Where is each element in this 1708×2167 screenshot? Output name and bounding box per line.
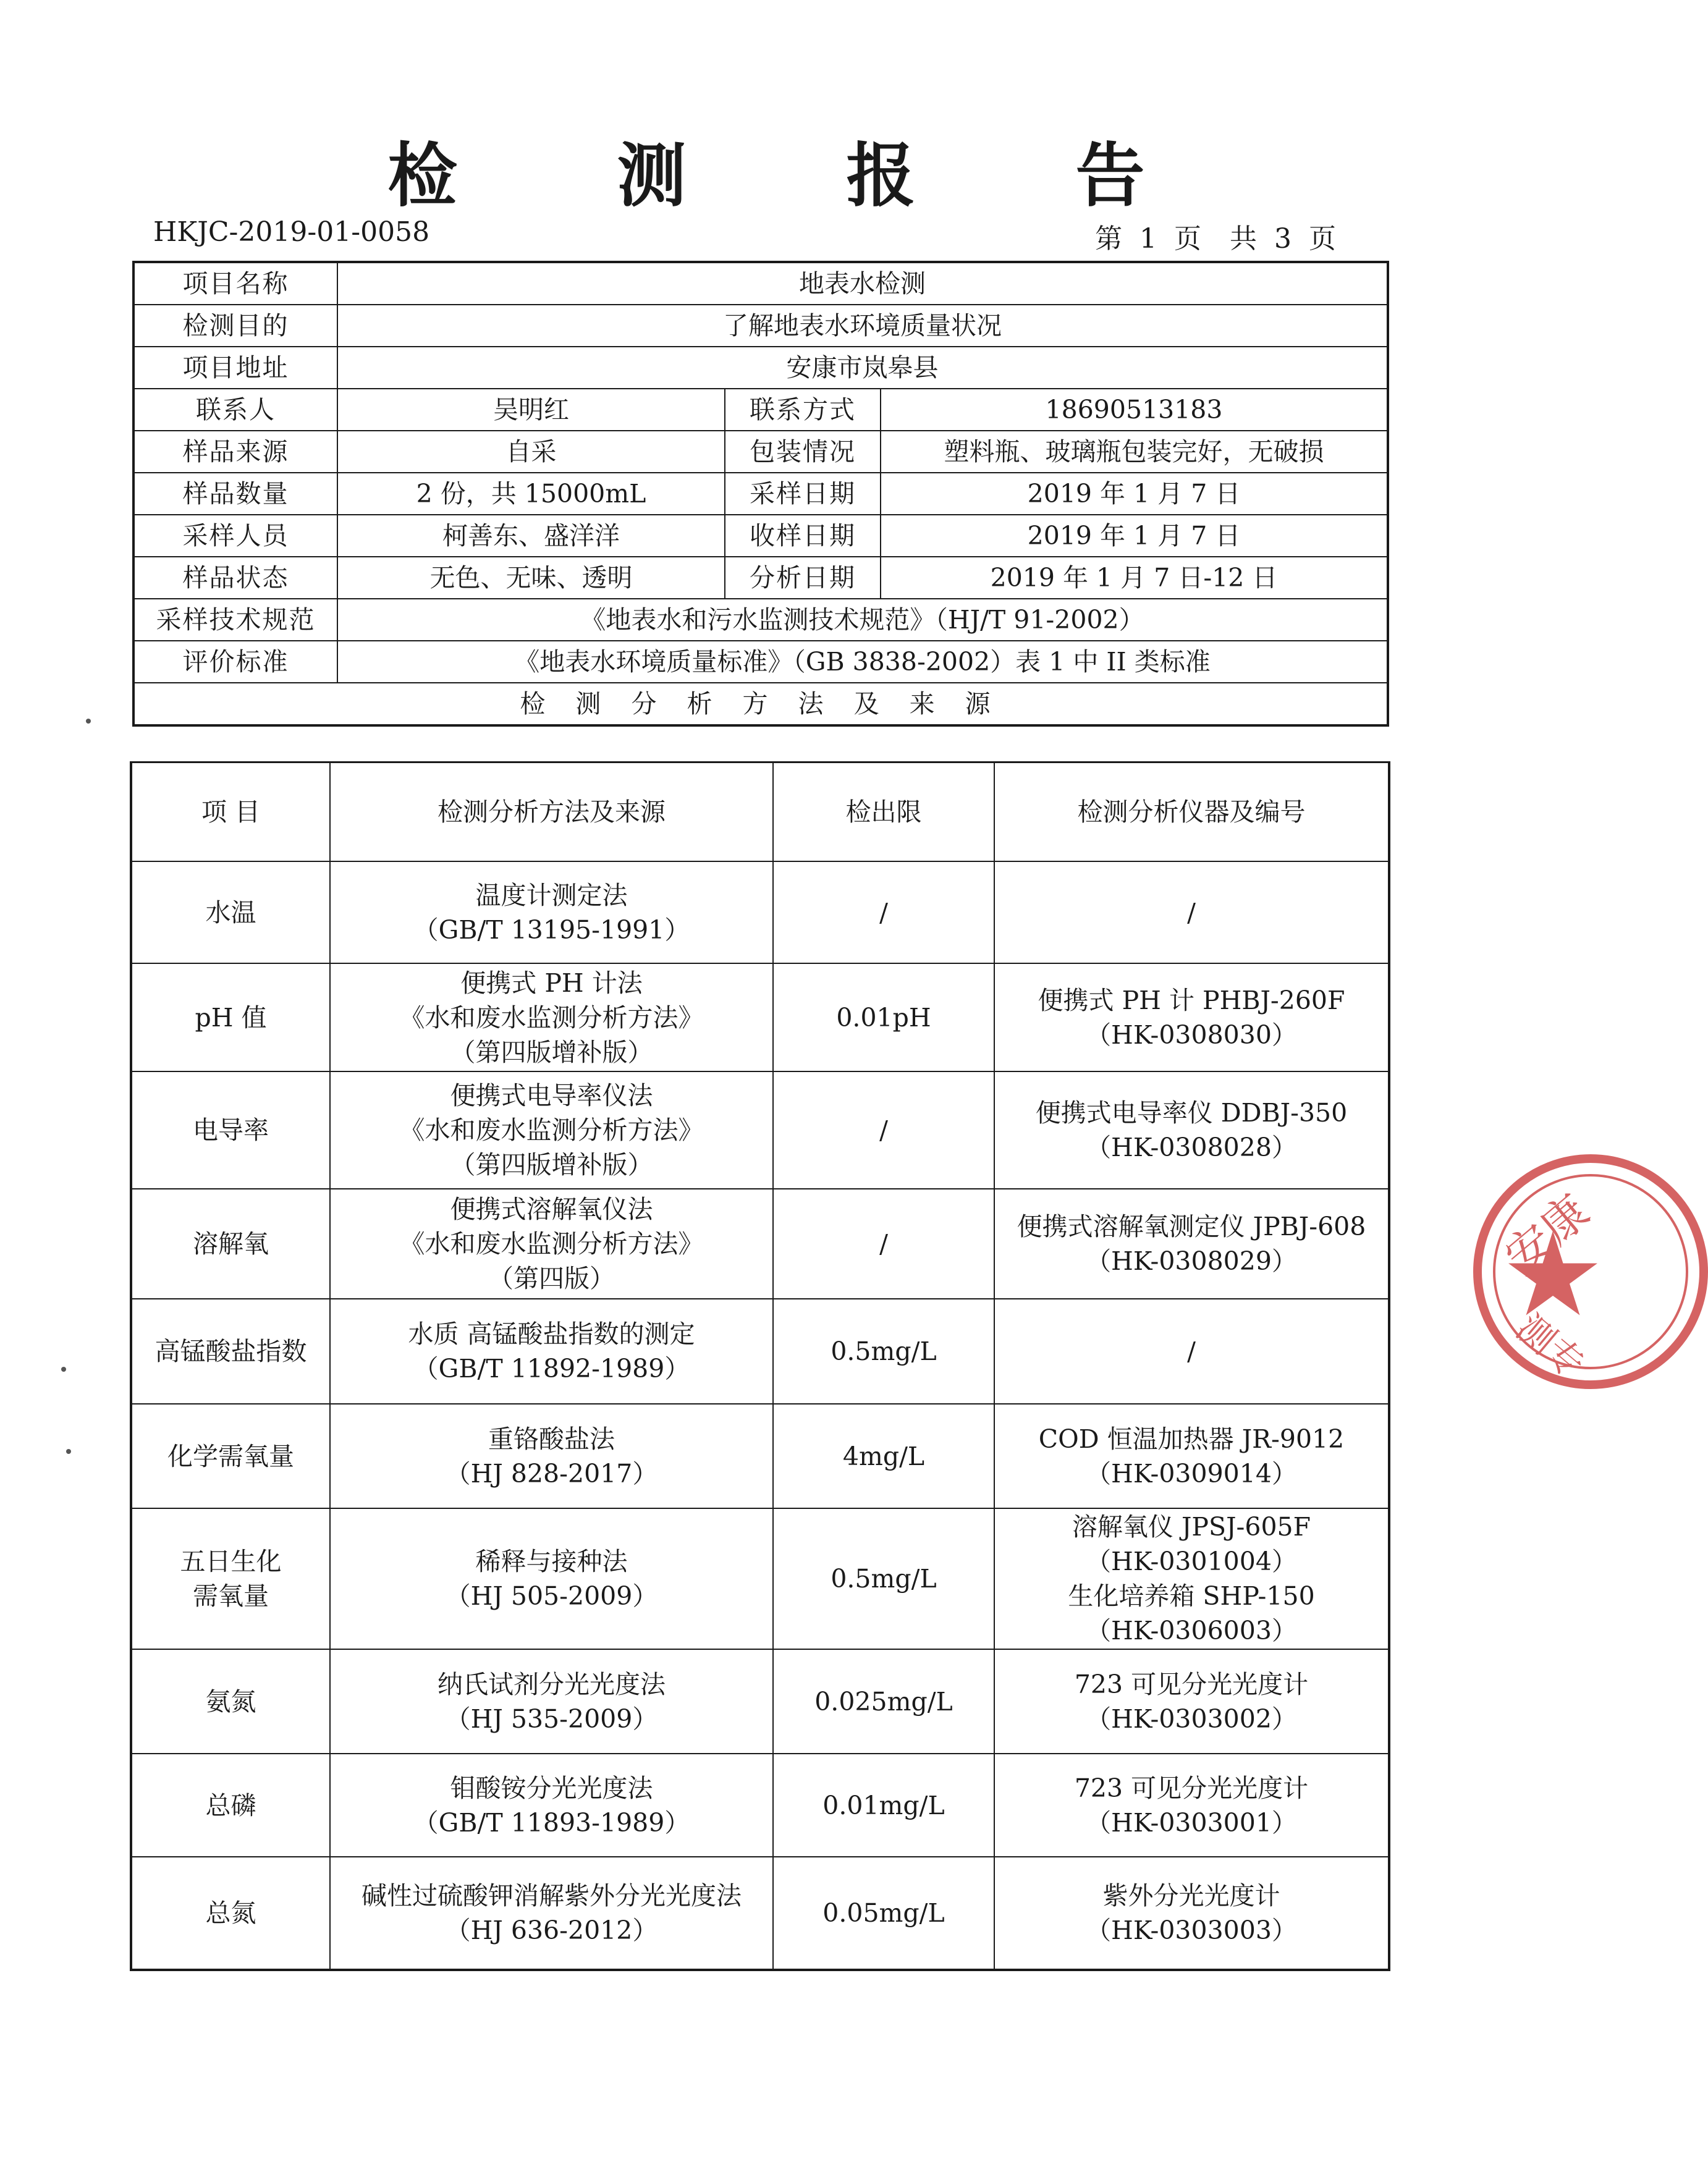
info-value: 安康市岚皋县	[337, 347, 1388, 389]
method-instrument	[994, 1754, 1389, 1857]
method-source-line: 《水和废水监测分析方法》	[399, 1229, 704, 1259]
method-instrument-line: （HK-0309014）	[1086, 1458, 1297, 1489]
info-value: 柯善东、盛洋洋	[337, 515, 725, 557]
header-limit: 检出限	[773, 762, 994, 862]
method-limit-line: 4mg/L	[842, 1441, 925, 1471]
method-row	[131, 1189, 1389, 1299]
method-item-line: 水温	[205, 897, 256, 927]
method-instrument-line: 便携式电导率仪 DDBJ-350	[1035, 1098, 1348, 1128]
method-instrument-line: /	[1187, 1337, 1196, 1366]
method-limit	[773, 1508, 994, 1649]
info-label: 项目名称	[133, 262, 337, 305]
info-row-contact	[133, 389, 1388, 431]
method-instrument-line: （HK-0308030）	[1086, 1020, 1297, 1050]
info-label: 样品来源	[133, 431, 337, 473]
method-item	[131, 861, 330, 963]
method-instrument-line: （HK-0308029）	[1086, 1246, 1297, 1276]
method-instrument-line: /	[1187, 897, 1196, 927]
method-row	[131, 1508, 1389, 1649]
method-source	[330, 963, 773, 1071]
method-source	[330, 861, 773, 963]
scan-dot	[61, 1367, 66, 1372]
info-label: 收样日期	[725, 515, 881, 557]
info-value: 了解地表水环境质量状况	[337, 305, 1388, 347]
method-limit-line: 0.01pH	[836, 1002, 931, 1033]
method-item-line: 化学需氧量	[167, 1441, 294, 1471]
method-source-line: 便携式 PH 计法	[460, 968, 643, 998]
method-limit	[773, 1649, 994, 1754]
method-item	[131, 1508, 330, 1649]
method-source-line: （HJ 535-2009）	[445, 1704, 658, 1734]
method-item	[131, 1754, 330, 1857]
method-item-line: pH 值	[195, 1002, 267, 1033]
info-value: 《地表水和污水监测技术规范》（HJ/T 91-2002）	[337, 599, 1388, 641]
method-row	[131, 1754, 1389, 1857]
page-total: 共 3 页	[1230, 223, 1336, 255]
method-item	[131, 1857, 330, 1970]
method-limit-line: /	[879, 1229, 888, 1259]
method-limit	[773, 1404, 994, 1508]
info-value: 塑料瓶、玻璃瓶包装完好，无破损	[881, 431, 1388, 473]
method-item	[131, 1189, 330, 1299]
method-source-line: 《水和废水监测分析方法》	[399, 1115, 704, 1145]
method-instrument-line: 生化培养箱 SHP-150	[1068, 1581, 1315, 1611]
info-label: 项目地址	[133, 347, 337, 389]
method-limit-line: 0.025mg/L	[814, 1686, 953, 1717]
info-label: 采样日期	[725, 473, 881, 515]
section-title-row	[133, 683, 1388, 725]
method-limit-line: /	[879, 1115, 888, 1145]
header-instrument: 检测分析仪器及编号	[994, 762, 1389, 862]
method-source-line: （第四版）	[488, 1264, 615, 1293]
page-current: 第 1 页	[1095, 223, 1202, 255]
method-instrument-line: （HK-0306003）	[1086, 1616, 1297, 1645]
method-instrument-line: 723 可见分光光度计	[1074, 1773, 1309, 1803]
method-item	[131, 1299, 330, 1404]
method-instrument-line: COD 恒温加热器 JR-9012	[1038, 1424, 1345, 1454]
info-value: 2 份，共 15000mL	[337, 473, 725, 515]
info-value: 无色、无味、透明	[337, 557, 725, 599]
info-row-eval-standard	[133, 641, 1388, 683]
method-row	[131, 1404, 1389, 1508]
method-source	[330, 1857, 773, 1970]
scan-dot	[66, 1449, 71, 1454]
method-source-line: （HJ 636-2012）	[445, 1916, 658, 1945]
method-source	[330, 1071, 773, 1189]
method-source-line: 水质 高锰酸盐指数的测定	[408, 1319, 695, 1349]
method-source	[330, 1508, 773, 1649]
info-label: 采样技术规范	[133, 599, 337, 641]
method-item-line: 氨氮	[205, 1686, 256, 1717]
method-limit-line: 0.01mg/L	[822, 1790, 945, 1820]
method-instrument	[994, 1508, 1389, 1649]
method-limit	[773, 1071, 994, 1189]
info-value: 2019 年 1 月 7 日	[881, 515, 1388, 557]
method-source-line: （HJ 505-2009）	[445, 1581, 658, 1611]
method-instrument	[994, 1071, 1389, 1189]
info-label: 样品数量	[133, 473, 337, 515]
info-table	[132, 261, 1389, 727]
method-instrument	[994, 1649, 1389, 1754]
report-number: HKJC-2019-01-0058	[153, 216, 430, 248]
method-source	[330, 1189, 773, 1299]
method-limit	[773, 1754, 994, 1857]
method-item	[131, 963, 330, 1071]
info-row-sample-state	[133, 557, 1388, 599]
method-item	[131, 1071, 330, 1189]
method-limit	[773, 1857, 994, 1970]
page-info	[1095, 216, 1336, 256]
method-limit-line: /	[879, 897, 888, 927]
method-row	[131, 1071, 1389, 1189]
method-source	[330, 1754, 773, 1857]
method-item-line: 需氧量	[193, 1581, 269, 1611]
method-instrument	[994, 1189, 1389, 1299]
method-limit	[773, 963, 994, 1071]
method-source-line: （GB/T 13195-1991）	[413, 915, 690, 945]
info-row-project-name	[133, 262, 1388, 305]
info-label: 包装情况	[725, 431, 881, 473]
method-item-line: 总磷	[205, 1790, 256, 1820]
method-source-line: 便携式溶解氧仪法	[450, 1194, 653, 1224]
method-source	[330, 1404, 773, 1508]
method-instrument	[994, 1299, 1389, 1404]
method-row	[131, 1857, 1389, 1970]
method-instrument-line: 723 可见分光光度计	[1074, 1669, 1309, 1699]
method-instrument	[994, 963, 1389, 1071]
method-instrument-line: 溶解氧仪 JPSJ-605F	[1072, 1512, 1311, 1542]
method-item	[131, 1649, 330, 1754]
info-row-address	[133, 347, 1388, 389]
method-source-line: 纳氏试剂分光光度法	[438, 1669, 666, 1699]
method-row	[131, 1649, 1389, 1754]
info-value: 《地表水环境质量标准》（GB 3838-2002）表 1 中 II 类标准	[337, 641, 1388, 683]
scan-dot	[86, 719, 91, 724]
seal-text-lower: 测专	[1508, 1306, 1593, 1387]
official-seal	[1473, 1154, 1708, 1389]
info-label: 联系方式	[725, 389, 881, 431]
method-table	[130, 761, 1390, 1971]
method-source-line: （HJ 828-2017）	[445, 1458, 658, 1489]
method-limit	[773, 1189, 994, 1299]
report-title: 检 测 报 告	[387, 136, 1213, 216]
info-row-purpose	[133, 305, 1388, 347]
header-method: 检测分析方法及来源	[330, 762, 773, 862]
method-instrument-line: （HK-0301004）	[1086, 1547, 1297, 1576]
method-instrument-line: 便携式溶解氧测定仪 JPBJ-608	[1017, 1212, 1366, 1241]
method-header-row	[131, 762, 1389, 862]
section-title: 检 测 分 析 方 法 及 来 源	[133, 683, 1388, 725]
method-source-line: （GB/T 11892-1989）	[413, 1354, 690, 1383]
method-instrument-line: 紫外分光光度计	[1102, 1881, 1280, 1911]
info-label: 样品状态	[133, 557, 337, 599]
info-value: 2019 年 1 月 7 日	[881, 473, 1388, 515]
info-label: 评价标准	[133, 641, 337, 683]
method-source-line: 碱性过硫酸钾消解紫外分光光度法	[361, 1881, 742, 1911]
method-item-line: 电导率	[193, 1115, 269, 1145]
info-value: 2019 年 1 月 7 日-12 日	[881, 557, 1388, 599]
method-limit-line: 0.5mg/L	[831, 1337, 937, 1366]
method-instrument-line: （HK-0308028）	[1086, 1133, 1297, 1162]
method-limit	[773, 1299, 994, 1404]
method-source-line: （第四版增补版）	[450, 1037, 653, 1067]
method-source	[330, 1649, 773, 1754]
info-value: 18690513183	[881, 389, 1388, 431]
info-value: 吴明红	[337, 389, 725, 431]
method-limit	[773, 861, 994, 963]
info-value: 地表水检测	[337, 262, 1388, 305]
method-instrument-line: （HK-0303001）	[1086, 1807, 1297, 1838]
header-item: 项 目	[131, 762, 330, 862]
method-source-line: 便携式电导率仪法	[450, 1081, 653, 1110]
method-item-line: 高锰酸盐指数	[154, 1337, 307, 1366]
method-source-line: 钼酸铵分光光度法	[450, 1773, 653, 1803]
info-label: 检测目的	[133, 305, 337, 347]
method-item	[131, 1404, 330, 1508]
method-instrument	[994, 861, 1389, 963]
method-source-line: 重铬酸盐法	[488, 1424, 615, 1454]
method-instrument	[994, 1857, 1389, 1970]
method-source	[330, 1299, 773, 1404]
info-label: 分析日期	[725, 557, 881, 599]
method-instrument-line: （HK-0303002）	[1086, 1704, 1297, 1734]
method-instrument-line: 便携式 PH 计 PHBJ-260F	[1038, 985, 1345, 1015]
method-item-line: 五日生化	[180, 1547, 282, 1576]
method-row	[131, 861, 1389, 963]
method-source-line: 温度计测定法	[475, 880, 628, 910]
method-row	[131, 1299, 1389, 1404]
info-label: 采样人员	[133, 515, 337, 557]
info-row-sampling-spec	[133, 599, 1388, 641]
method-limit-line: 0.05mg/L	[822, 1898, 945, 1928]
seal-text: 安康	[1495, 1185, 1600, 1285]
method-limit-line: 0.5mg/L	[831, 1564, 937, 1594]
method-source-line: （第四版增补版）	[450, 1150, 653, 1180]
info-row-sample-source	[133, 431, 1388, 473]
info-row-sample-count	[133, 473, 1388, 515]
info-value: 自采	[337, 431, 725, 473]
info-label: 联系人	[133, 389, 337, 431]
method-instrument-line: （HK-0303003）	[1086, 1916, 1297, 1945]
method-source-line: 《水和废水监测分析方法》	[399, 1002, 704, 1033]
method-source-line: 稀释与接种法	[475, 1547, 628, 1576]
method-instrument	[994, 1404, 1389, 1508]
method-row	[131, 963, 1389, 1071]
method-item-line: 溶解氧	[193, 1229, 269, 1259]
info-row-samplers	[133, 515, 1388, 557]
method-source-line: （GB/T 11893-1989）	[413, 1807, 690, 1838]
method-item-line: 总氮	[205, 1898, 256, 1928]
